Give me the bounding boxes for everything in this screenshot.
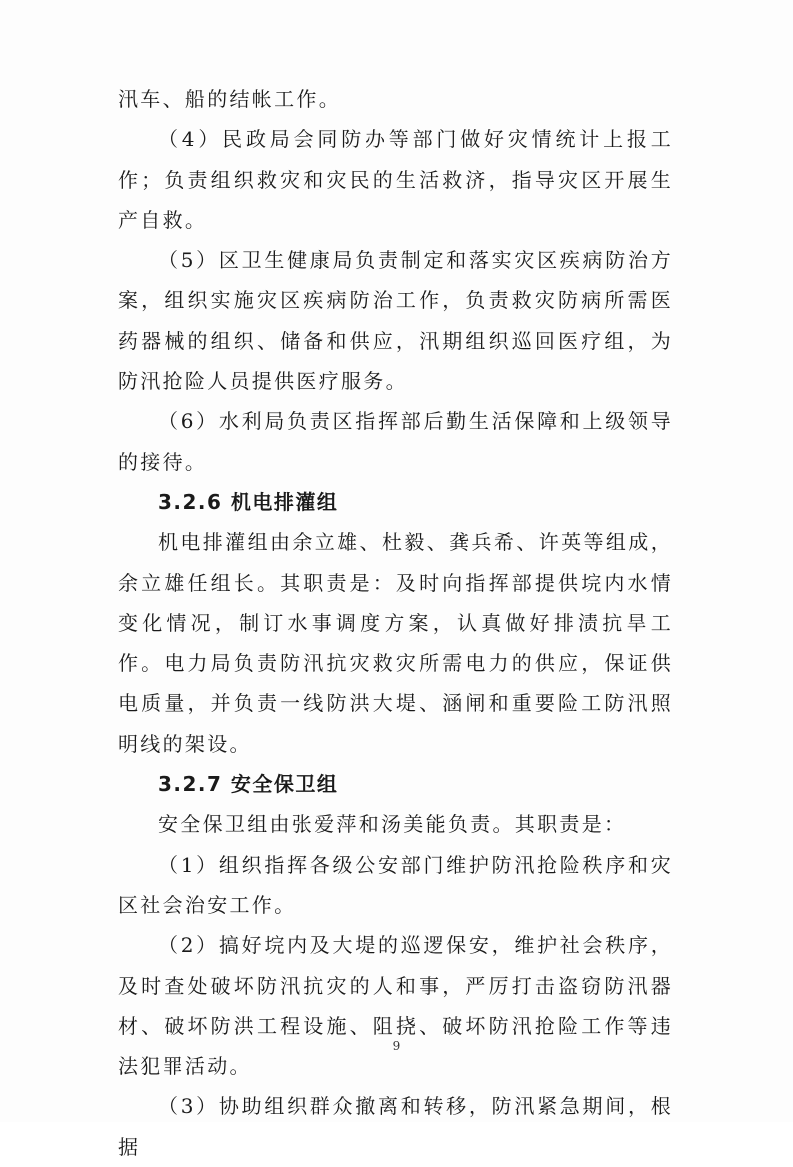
- paragraph-security-item-3: （3）协助组织群众撤离和转移，防汛紧急期间，根据: [118, 1094, 673, 1159]
- paragraph-continuation: 汛车、船的结帐工作。: [118, 87, 341, 111]
- paragraph-item-6: （6）水利局负责区指挥部后勤生活保障和上级领导的接待。: [118, 409, 673, 474]
- page-number: 9: [392, 1039, 401, 1053]
- paragraph-drainage-group: 机电排灌组由余立雄、杜毅、龚兵希、许英等组成，余立雄任组长。其职责是：及时向指挥部提供垸内水情变化情况，制订水事调度方案，认真做好排渍抗旱工作。电力局负责防汛抗灾救灾所需电力的供应，保证供电质量，并负责一线防洪大堤、涵闸和重要险工防汛照明线的架设。: [118, 530, 673, 756]
- paragraph-item-4: （4）民政局会同防办等部门做好灾情统计上报工作；负责组织救灾和灾民的生活救济，指导灾区开展生产自救。: [118, 127, 673, 232]
- page-body: [118, 79, 673, 1167]
- section-heading-3-2-6: 3.2.6 机电排灌组: [158, 489, 339, 514]
- paragraph-security-item-1: （1）组织指挥各级公安部门维护防汛抢险秩序和灾区社会治安工作。: [118, 852, 673, 917]
- section-heading-3-2-7: 3.2.7 安全保卫组: [158, 772, 339, 797]
- paragraph-security-item-2: （2）搞好垸内及大堤的巡逻保安，维护社会秩序，及时查处破坏防汛抗灾的人和事，严厉打击盗窃防汛器材、破坏防洪工程设施、阻挠、破坏防汛抢险工作等违法犯罪活动。: [118, 933, 673, 1079]
- paragraph-security-intro: 安全保卫组由张爱萍和汤美能负责。其职责是：: [158, 812, 627, 837]
- paragraph-item-5: （5）区卫生健康局负责制定和落实灾区疾病防治方案，组织实施灾区疾病防治工作，负责救灾防病所需医药器械的组织、储备和供应，汛期组织巡回医疗组，为防汛抢险人员提供医疗服务。: [118, 248, 673, 394]
